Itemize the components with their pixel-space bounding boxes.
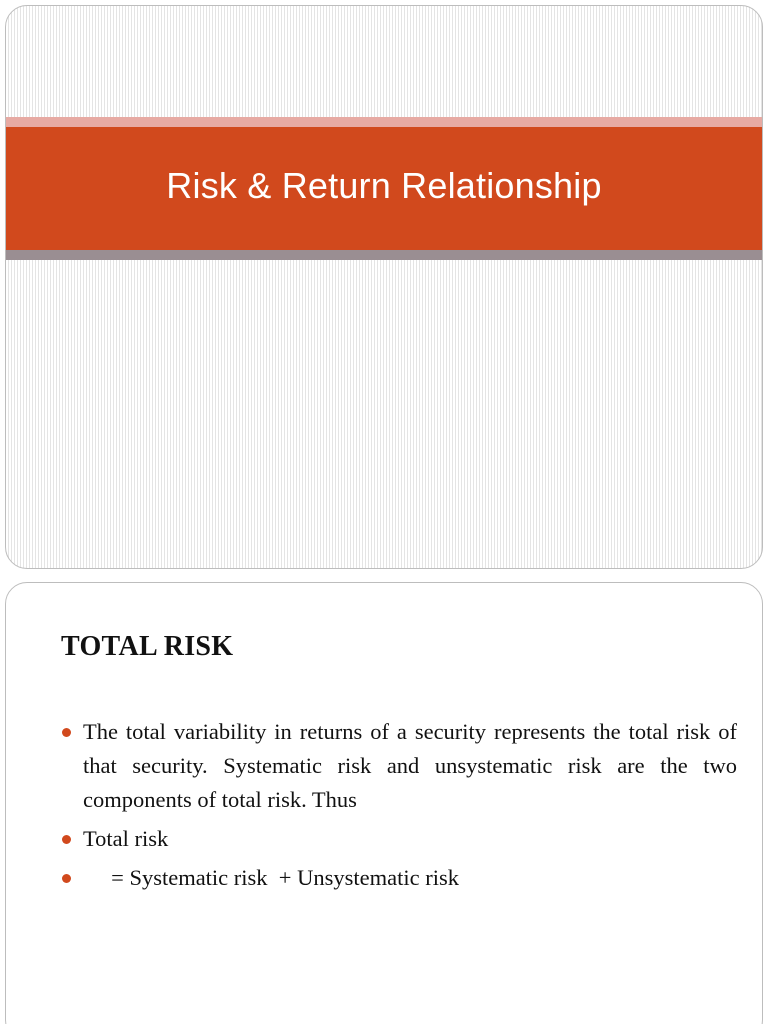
bullet-item bbox=[61, 861, 737, 895]
title-slide bbox=[5, 5, 763, 569]
bullet-dot-icon bbox=[62, 874, 71, 883]
slide-heading: TOTAL RISK bbox=[61, 631, 234, 662]
title-band bbox=[6, 127, 762, 250]
title-top-band bbox=[6, 117, 762, 127]
bullet-list bbox=[61, 715, 743, 900]
title-bottom-band bbox=[6, 250, 762, 260]
bullet-text: The total variability in returns of a security represents the total risk of that security. Systematic risk and unsystematic risk are the two components of total risk. Thus bbox=[83, 719, 743, 812]
bullet-text: = Systematic risk + Unsystematic risk bbox=[83, 865, 459, 890]
bullet-item bbox=[61, 715, 743, 817]
bullet-text: Total risk bbox=[83, 826, 169, 851]
content-slide bbox=[5, 582, 763, 1024]
slide-title: Risk & Return Relationship bbox=[166, 164, 602, 206]
bullet-dot-icon bbox=[62, 835, 71, 844]
bullet-item bbox=[61, 822, 737, 856]
bullet-dot-icon bbox=[62, 728, 71, 737]
